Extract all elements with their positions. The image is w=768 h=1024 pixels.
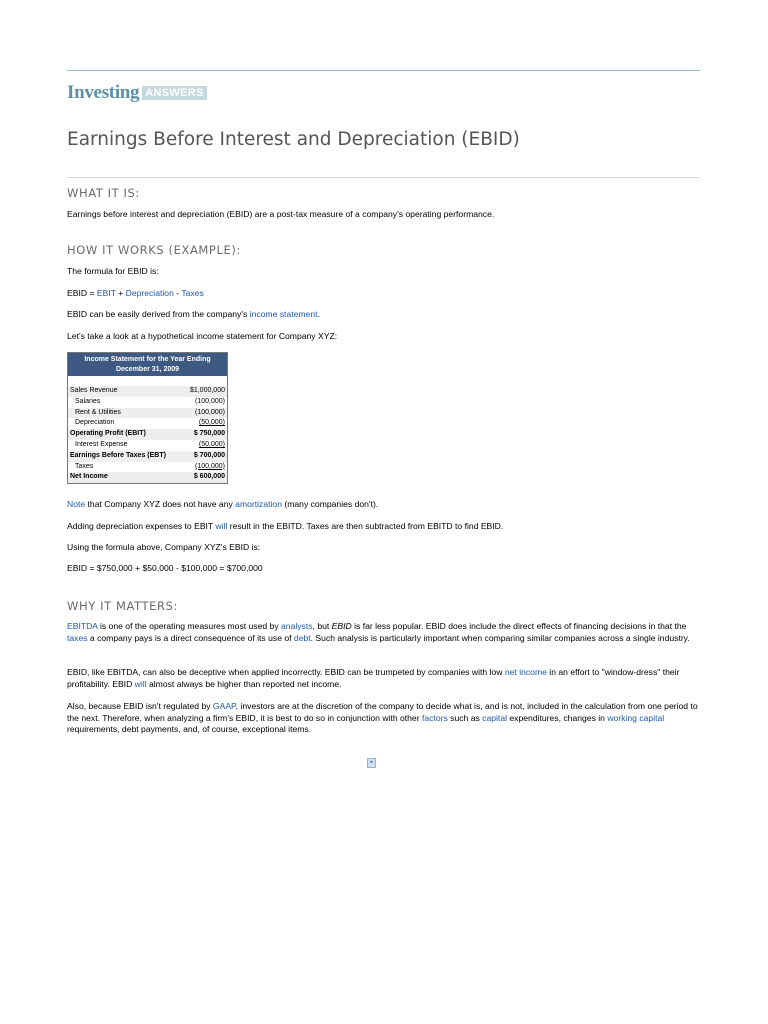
row-value: (100,000) [195,397,225,405]
derive-end: . [317,309,320,319]
formula-intro: The formula for EBID is: [67,266,159,276]
section-heading-how: HOW IT WORKS (EXAMPLE): [67,243,241,257]
why2-text: EBID, like EBITDA, can also be deceptive when applied incorrectly. EBID can be trumpeted by companies with low [67,667,505,677]
link-will[interactable]: will [215,521,228,531]
row-value: $ 700,000 [182,451,227,462]
what-paragraph: Earnings before interest and depreciation (EBID) are a post-tax measure of a company's operating performance. [67,209,495,219]
row-value: (50,000) [198,419,225,427]
adding-paragraph [67,521,701,533]
table-row [68,440,228,451]
why3-text: Also, because EBID isn't regulated by [67,701,213,711]
logo-text: Investing [67,82,140,103]
note-end: (many companies don't). [281,499,379,509]
link-working-capital[interactable]: working capital [607,712,665,723]
table-header [68,353,228,377]
row-value: $1,000,000 [182,386,227,397]
why-paragraph-1 [67,621,701,644]
income-statement-table [67,352,228,484]
section-heading-what: WHAT IT IS: [67,186,140,200]
table-row [68,429,228,440]
why1-text: is far less popular. EBID does include the direct effects of financing decisions in that the [351,621,687,631]
note-text: that Company XYZ does not have any [85,499,236,509]
derive-paragraph [67,309,701,321]
link-ebit[interactable]: EBIT [96,288,116,298]
formula-plus: + [115,288,126,298]
table-row [68,462,228,473]
table-row [68,472,228,483]
row-value: $ 750,000 [182,429,227,440]
why1-text: a company pays is a direct consequence of its use of [87,632,294,643]
why1-italic: EBID [331,621,352,631]
link-depreciation[interactable]: Depreciation [125,288,174,298]
formula-line [67,288,701,300]
link-gaap[interactable]: GAAP [212,701,236,711]
link-amortization[interactable]: amortization [235,499,282,509]
note-paragraph [67,499,701,511]
row-label: Depreciation [75,419,115,427]
table-row [68,408,228,419]
link-taxes[interactable]: Taxes [181,288,204,298]
top-divider [67,70,700,71]
table-row [68,418,228,429]
link-analysts[interactable]: analysts [281,621,313,631]
why-paragraph-3 [67,701,701,736]
derive-text: EBID can be easily derived from the company's [67,309,250,319]
why1-text: . Such analysis is particularly important when comparing similar companies across a single industry. [310,632,690,643]
row-label: Sales Revenue [68,386,183,397]
page-title: Earnings Before Interest and Depreciation (EBID) [67,129,520,150]
adding-end: result in the EBITD. Taxes are then subtracted from EBITD to find EBID. [227,521,504,531]
using-paragraph: Using the formula above, Company XYZ's EBID is: [67,542,261,552]
row-label: Interest Expense [75,440,128,448]
adding-text: Adding depreciation expenses to EBIT [67,521,216,531]
row-label: Net Income [68,472,183,483]
row-label: Rent & Utilities [68,408,183,419]
site-logo[interactable] [67,82,207,104]
table-row [68,451,228,462]
calc-paragraph: EBID = $750,000 + $50,000 - $100,000 = $700,000 [67,563,263,573]
table-header-line2: December 31, 2009 [115,365,180,373]
why3-text: such as [447,712,483,723]
link-capital[interactable]: capital [482,712,508,723]
table-header-line1: Income Statement for the Year Ending [84,356,211,363]
link-debt[interactable]: debt [293,632,311,643]
why1-text: is one of the operating measures most used by [97,621,282,631]
formula-prefix: EBID = [67,288,97,298]
lookat-paragraph: Let's take a look at a hypothetical income statement for Company XYZ: [67,331,338,341]
why3-text: , investors are at the discretion of the company to decide what is, and is not, included in the calculation from one period to the next. Therefore, when analyzing a firm's EBID, it is best to do so in conjunction with other [67,701,698,723]
table-row [68,386,228,397]
link-note[interactable]: Note [67,499,86,509]
why2-text: almost always be higher than reported net income. [146,678,342,689]
row-label: Salaries [75,397,101,405]
row-label: Taxes [75,462,94,470]
section-heading-why: WHY IT MATTERS: [67,599,178,613]
row-value: (50,000) [198,440,225,448]
why3-text: expenditures, changes in [507,712,608,723]
row-label: Earnings Before Taxes (EBT) [68,451,183,462]
logo-subtext: ANSWERS [142,86,206,100]
row-label: Operating Profit (EBIT) [68,429,183,440]
row-value: $ 600,000 [182,472,227,483]
table-spacer [68,376,228,386]
formula-minus: - [173,288,182,298]
link-net-income[interactable]: net income [504,667,547,677]
why2-text: in an effort to "window-dress" their profitability. EBID [67,667,680,689]
link-will-2[interactable]: will [134,678,147,689]
link-factors[interactable]: factors [421,712,448,723]
why-paragraph-2 [67,667,701,690]
title-divider [67,177,700,178]
row-value: (100,000) [195,462,225,470]
link-ebitda[interactable]: EBITDA [67,621,98,631]
page-nav-icon[interactable]: ▪ [367,758,376,768]
link-taxes-2[interactable]: taxes [67,632,88,643]
why1-text: , but [312,621,332,631]
row-value: (100,000) [182,408,227,419]
why3-text: requirements, debt payments, and, of course, exceptional items. [67,724,312,734]
link-income-statement[interactable]: income statement [249,309,318,319]
table-row [68,397,228,408]
